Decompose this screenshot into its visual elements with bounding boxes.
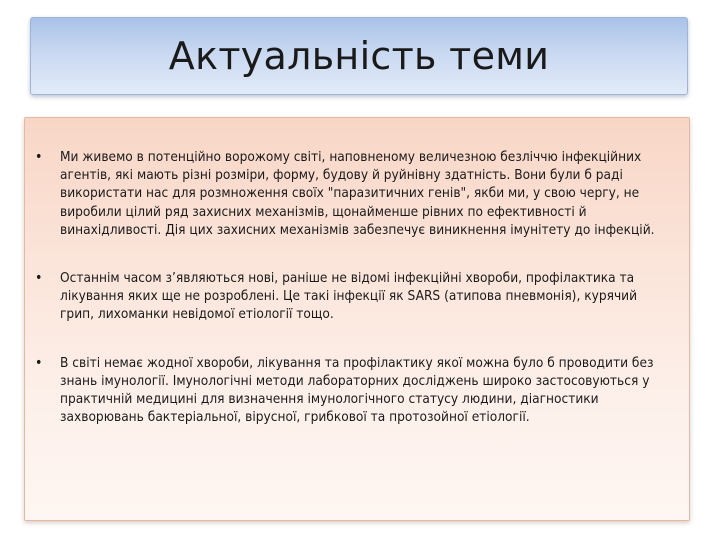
slide-title: Актуальність теми — [168, 34, 550, 78]
bullet-item-new-diseases — [35, 269, 665, 324]
bullet-dot-icon: • — [35, 149, 43, 165]
bullet-dot-icon: • — [35, 270, 43, 287]
bullet-item-immunology-methods — [35, 354, 665, 427]
slide-content-box — [24, 117, 690, 521]
bullet-item-relevance — [35, 148, 665, 239]
bullet-text: В світі немає жодної хвороби, лікування та профілактику якої можна було б проводити без знань імунології. Імунологічні методи лабораторних досліджень широко застосовуються у практичній медицині для визначення імунологічного статусу людини, діагностики захворювань бактеріальної, вірусної, грибкової та протозойної етіології. — [60, 354, 654, 426]
bullet-text: Останнім часом з’являються нові, раніше не відомі інфекційні хвороби, профілактика та лікування яких ще не розроблені. Це такі інфекції як SARS (атипова пневмонія), курячий грип, лихоманки невідомої етіології тощо. — [60, 270, 638, 323]
bullet-list — [35, 148, 665, 426]
bullet-dot-icon: • — [35, 354, 43, 371]
slide-title-box — [30, 17, 688, 95]
bullet-text: Ми живемо в потенційно ворожому світі, наповненому величезною безліччю інфекційних агентів, які мають різні розміри, форму, будову й руйнівну здатність. Вони були б раді використати нас для розмноження своїх "паразитичних генів", якби ми, у свою чергу, не виробили цілий ряд захисних механізмів, щонайменше рівних по ефективності й винахідливості. Дія цих захисних механізмів забезпечує виникнення імунітету до інфекцій. — [60, 149, 655, 238]
